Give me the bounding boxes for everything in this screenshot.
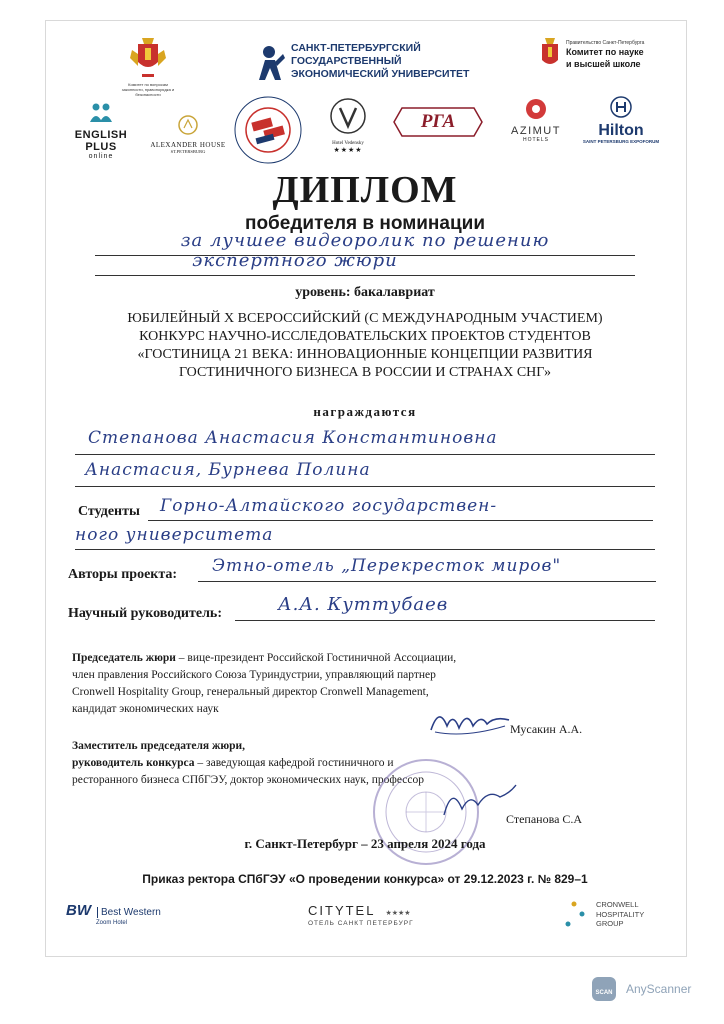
authors-underline xyxy=(198,581,656,582)
students-underline-2 xyxy=(75,549,655,550)
level: уровень: бакалавриат xyxy=(295,285,435,300)
students-line-2: ного университета xyxy=(75,525,274,545)
committee-logo xyxy=(566,40,686,70)
spb-coat-of-arms-right xyxy=(538,36,562,79)
deputy-label-2: руководитель конкурса xyxy=(72,757,195,769)
authors-label: Авторы проекта: xyxy=(68,567,178,582)
names-line-1: Степанова Анастасия Константиновна xyxy=(88,428,498,448)
city-date: г. Санкт-Петербург – 23 апреля 2024 года xyxy=(244,836,486,851)
jury-deputy-name: Степанова С.А xyxy=(506,812,583,826)
contest-line-2: КОНКУРС НАУЧНО-ИССЛЕДОВАТЕЛЬСКИХ ПРОЕКТОВ СТУДЕНТОВ xyxy=(139,329,591,344)
names-line-2: Анастасия, Бурнева Полина xyxy=(85,460,371,480)
hilton-logo xyxy=(578,96,664,144)
unecon-emblem-icon xyxy=(255,42,285,82)
english-plus-name: ENGLISH PLUS xyxy=(74,129,128,153)
left-coat-caption: Комитет по вопросам законности, правопорядка и безопасности xyxy=(121,82,175,97)
jury-chair-label: Председатель жюри xyxy=(72,652,176,664)
chair-signature-icon xyxy=(425,702,515,742)
rga-logo xyxy=(392,106,484,138)
contest-name xyxy=(45,310,685,382)
unecon-line-2: ГОСУДАРСТВЕННЫЙ xyxy=(291,55,402,67)
citytel-logo xyxy=(308,902,458,927)
deputy-line-2: ресторанного бизнеса СПбГЭУ, доктор экономических наук, профессор xyxy=(72,774,424,786)
citytel-stars: ★★★★ xyxy=(385,910,411,917)
unecon-line-1: САНКТ-ПЕТЕРБУРГСКИЙ xyxy=(291,42,421,54)
rector-order: Приказ ректора СПбГЭУ «О проведении конкурса» от 29.12.2023 г. № 829–1 xyxy=(142,872,588,886)
azimut-logo xyxy=(500,98,572,143)
deputy-line-1: – заведующая кафедрой гостиничного и xyxy=(194,757,394,769)
alexander-house-sub: ST.PETERSBURG xyxy=(170,149,206,154)
best-western-logo xyxy=(66,902,206,926)
committee-line-2: и высшей школе xyxy=(566,59,641,69)
diploma-title: ДИПЛОМ xyxy=(272,169,458,211)
jury-chair-line-1: – вице-президент Российской Гостиничной Ассоциации, xyxy=(175,652,457,664)
names-underline-2 xyxy=(75,486,655,487)
coat-of-arms-icon xyxy=(126,36,170,82)
bw-mark: BW xyxy=(66,902,91,919)
cronwell-line-1: CRONWELL xyxy=(596,900,639,909)
unecon-logo xyxy=(255,40,495,90)
best-western-name: Best Western xyxy=(97,907,161,918)
students-underline-1 xyxy=(148,520,653,521)
rga-text: РГА xyxy=(420,111,456,132)
cronwell-dots-icon xyxy=(562,896,590,932)
alexander-house-logo xyxy=(146,114,230,154)
awarded-label: награждаются xyxy=(313,404,417,419)
advisor-underline xyxy=(235,620,655,621)
deputy-label-1: Заместитель председателя жюри, xyxy=(72,740,246,752)
russian-tourism-union-logo xyxy=(232,94,304,166)
cronwell-logo xyxy=(562,896,662,936)
diploma-border xyxy=(45,20,687,957)
people-icon xyxy=(89,102,113,124)
jury-chair-line-2: член правления Российского Союза Туриндустрии, управляющий партнер xyxy=(72,669,436,681)
anyscanner-watermark: AnyScanner xyxy=(626,982,692,996)
nomination-underline-2 xyxy=(95,275,635,276)
contest-line-3: «ГОСТИНИЦА 21 ВЕКА: ИННОВАЦИОННЫЕ КОНЦЕПЦИИ РАЗВИТИЯ xyxy=(137,347,593,362)
azimut-name: AZIMUT xyxy=(511,125,561,137)
citytel-sub: ОТЕЛЬ САНКТ ПЕТЕРБУРГ xyxy=(308,920,414,927)
cronwell-line-3: GROUP xyxy=(596,919,624,928)
names-underline-1 xyxy=(75,454,655,455)
anyscanner-badge xyxy=(592,977,616,1001)
advisor-value: А.А. Куттубаев xyxy=(278,594,449,615)
english-plus-logo xyxy=(62,102,140,160)
cronwell-line-2: HOSPITALITY xyxy=(596,909,645,919)
authors-value: Этно-отель „Перекресток миров" xyxy=(212,556,562,576)
citytel-name: CITYTEL xyxy=(308,903,376,918)
hotel-vedensky-logo xyxy=(318,96,378,154)
azimut-emblem-icon xyxy=(525,98,547,120)
jury-chair-line-3: Cronwell Hospitality Group, генеральный директор Cronwell Management, xyxy=(72,686,429,698)
jury-chair-block xyxy=(72,650,632,718)
vedensky-name: Hotel Vedensky xyxy=(332,141,364,146)
hilton-name: Hilton xyxy=(598,122,644,139)
alexander-house-emblem-icon xyxy=(177,114,199,136)
committee-small: Правительство Санкт-Петербурга xyxy=(566,40,645,46)
azimut-sub: HOTELS xyxy=(522,137,549,143)
anyscanner-badge-text: SCAN xyxy=(595,990,613,996)
contest-line-1: ЮБИЛЕЙНЫЙ X ВСЕРОССИЙСКИЙ (С МЕЖДУНАРОДНЫМ УЧАСТИЕМ) xyxy=(127,311,603,326)
coat-of-arms-icon xyxy=(538,36,562,74)
advisor-label: Научный руководитель: xyxy=(68,606,222,621)
spb-coat-of-arms-left xyxy=(118,36,178,97)
hilton-emblem-icon xyxy=(610,96,632,118)
vedensky-stars: ★★★★ xyxy=(333,147,363,154)
jury-chair-line-4: кандидат экономических наук xyxy=(72,703,219,715)
committee-line-1: Комитет по науке xyxy=(566,47,644,57)
vedensky-emblem-icon xyxy=(328,96,368,136)
zoom-hotel: Zoom Hotel xyxy=(96,920,128,926)
unecon-line-3: ЭКОНОМИЧЕСКИЙ УНИВЕРСИТЕТ xyxy=(291,68,470,80)
english-plus-sub: online xyxy=(88,153,114,160)
jury-chair-name: Мусакин А.А. xyxy=(510,722,583,736)
alexander-house-name: ALEXANDER HOUSE xyxy=(150,141,226,149)
jury-deputy-block xyxy=(72,738,632,789)
students-line-1: Горно-Алтайского государствен- xyxy=(160,496,498,516)
nomination-line-2: экспертного жюри xyxy=(192,250,398,271)
nomination-line-1: за лучшее видеоролик по решению xyxy=(180,230,550,251)
students-label: Студенты xyxy=(78,504,140,519)
hilton-sub: SAINT PETERSBURG EXPOFORUM xyxy=(582,139,660,144)
contest-line-4: ГОСТИНИЧНОГО БИЗНЕСА В РОССИИ И СТРАНАХ СНГ» xyxy=(178,365,552,380)
diploma-subtitle: победителя в номинации xyxy=(244,213,486,234)
